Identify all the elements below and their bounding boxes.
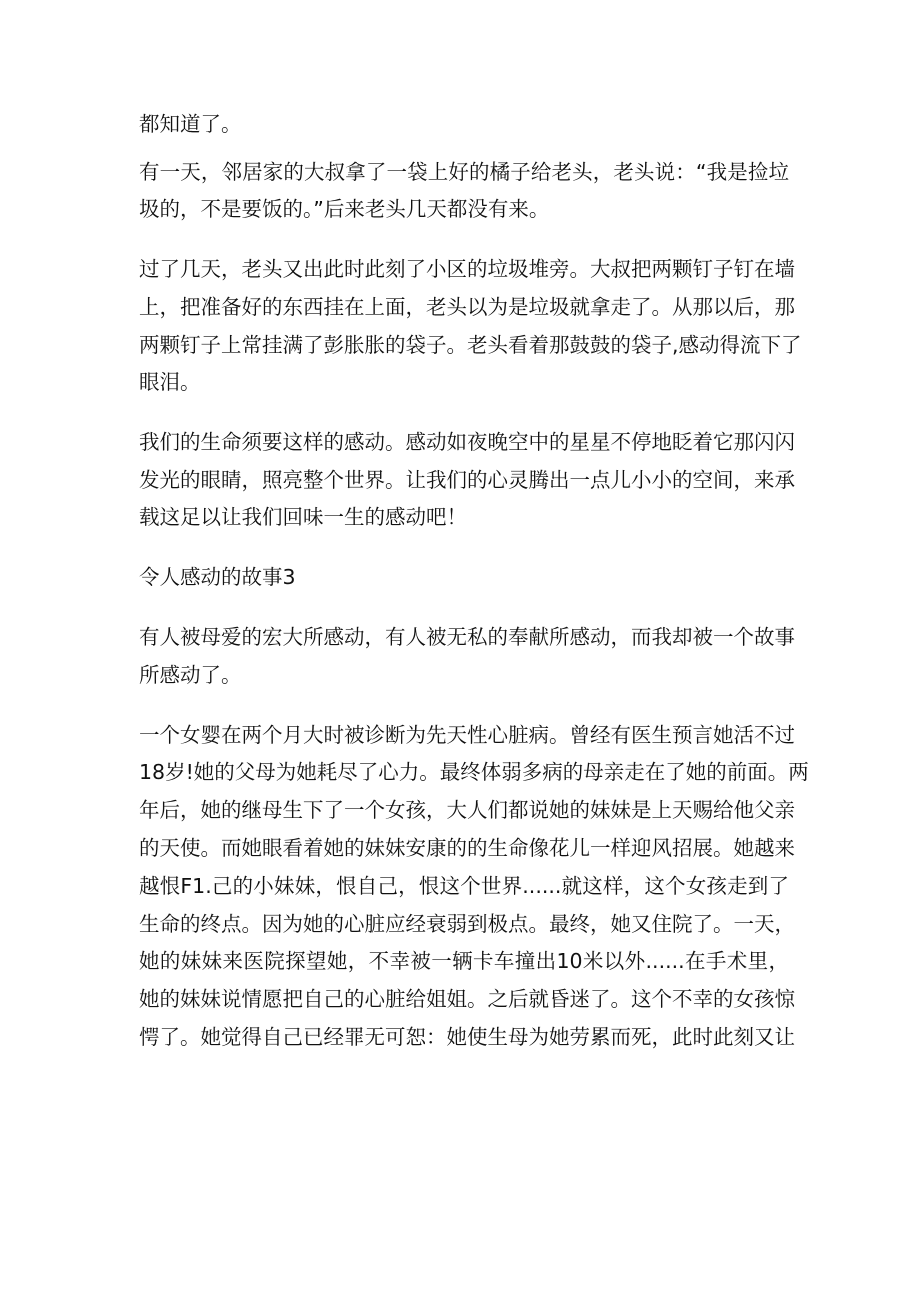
text-line: 我们的生命须要这样的感动。感动如夜晚空中的星星不停地眨着它那闪闪 <box>139 430 795 454</box>
text-line: 年后，她的继母生下了一个女孩，大人们都说她的妹妹是上天赐给他父亲 <box>139 798 795 822</box>
text-line: 生命的终点。因为她的心脏应经衰弱到极点。最终，她又住院了。一天， <box>139 912 795 936</box>
text-line: 发光的眼睛，照亮整个世界。让我们的心灵腾出一点儿小小的空间，来承 <box>139 468 795 492</box>
text-line: 18岁!她的父母为她耗尽了心力。最终体弱多病的母亲走在了她的前面。两 <box>139 760 809 784</box>
text-line: 愕了。她觉得自己已经罪无可恕：她使生母为她劳累而死，此时此刻又让 <box>139 1025 795 1049</box>
text-line: 过了几天，老头又出此时此刻了小区的垃圾堆旁。大叔把两颗钉子钉在墙 <box>139 257 795 281</box>
text-line: 所感动了。 <box>139 663 242 687</box>
text-line: 她的妹妹说情愿把自己的心脏给姐姐。之后就昏迷了。这个不幸的女孩惊 <box>139 987 795 1011</box>
text-line: 都知道了。 <box>139 112 242 136</box>
text-line: 她的妹妹来医院探望她，不幸被一辆卡车撞出10米以外......在手术里， <box>139 949 789 973</box>
text-line: 载这足以让我们回味一生的感动吧！ <box>139 505 467 529</box>
text-line: 有一天，邻居家的大叔拿了一袋上好的橘子给老头，老头说：“我是捡垃 <box>139 160 789 184</box>
text-line: 圾的，不是要饭的。”后来老头几天都没有来。 <box>139 197 550 221</box>
text-line: 越恨F1.己的小妹妹，恨自己，恨这个世界......就这样，这个女孩走到了 <box>139 874 789 898</box>
text-line: 上，把准备好的东西挂在上面，老头以为是垃圾就拿走了。从那以后，那 <box>139 295 795 319</box>
text-line: 的天使。而她眼看着她的妹妹安康的的生命像花儿一样迎风招展。她越来 <box>139 836 795 860</box>
text-line: 令人感动的故事3 <box>139 565 296 589</box>
text-line: 有人被母爱的宏大所感动，有人被无私的奉献所感动，而我却被一个故事 <box>139 625 795 649</box>
text-line: 眼泪。 <box>139 370 201 394</box>
text-line: 一个女婴在两个月大时被诊断为先天性心脏病。曾经有医生预言她活不过 <box>139 723 795 747</box>
text-line: 两颗钉子上常挂满了彭胀胀的袋子。老头看着那鼓鼓的袋子,感动得流下了 <box>139 333 802 357</box>
